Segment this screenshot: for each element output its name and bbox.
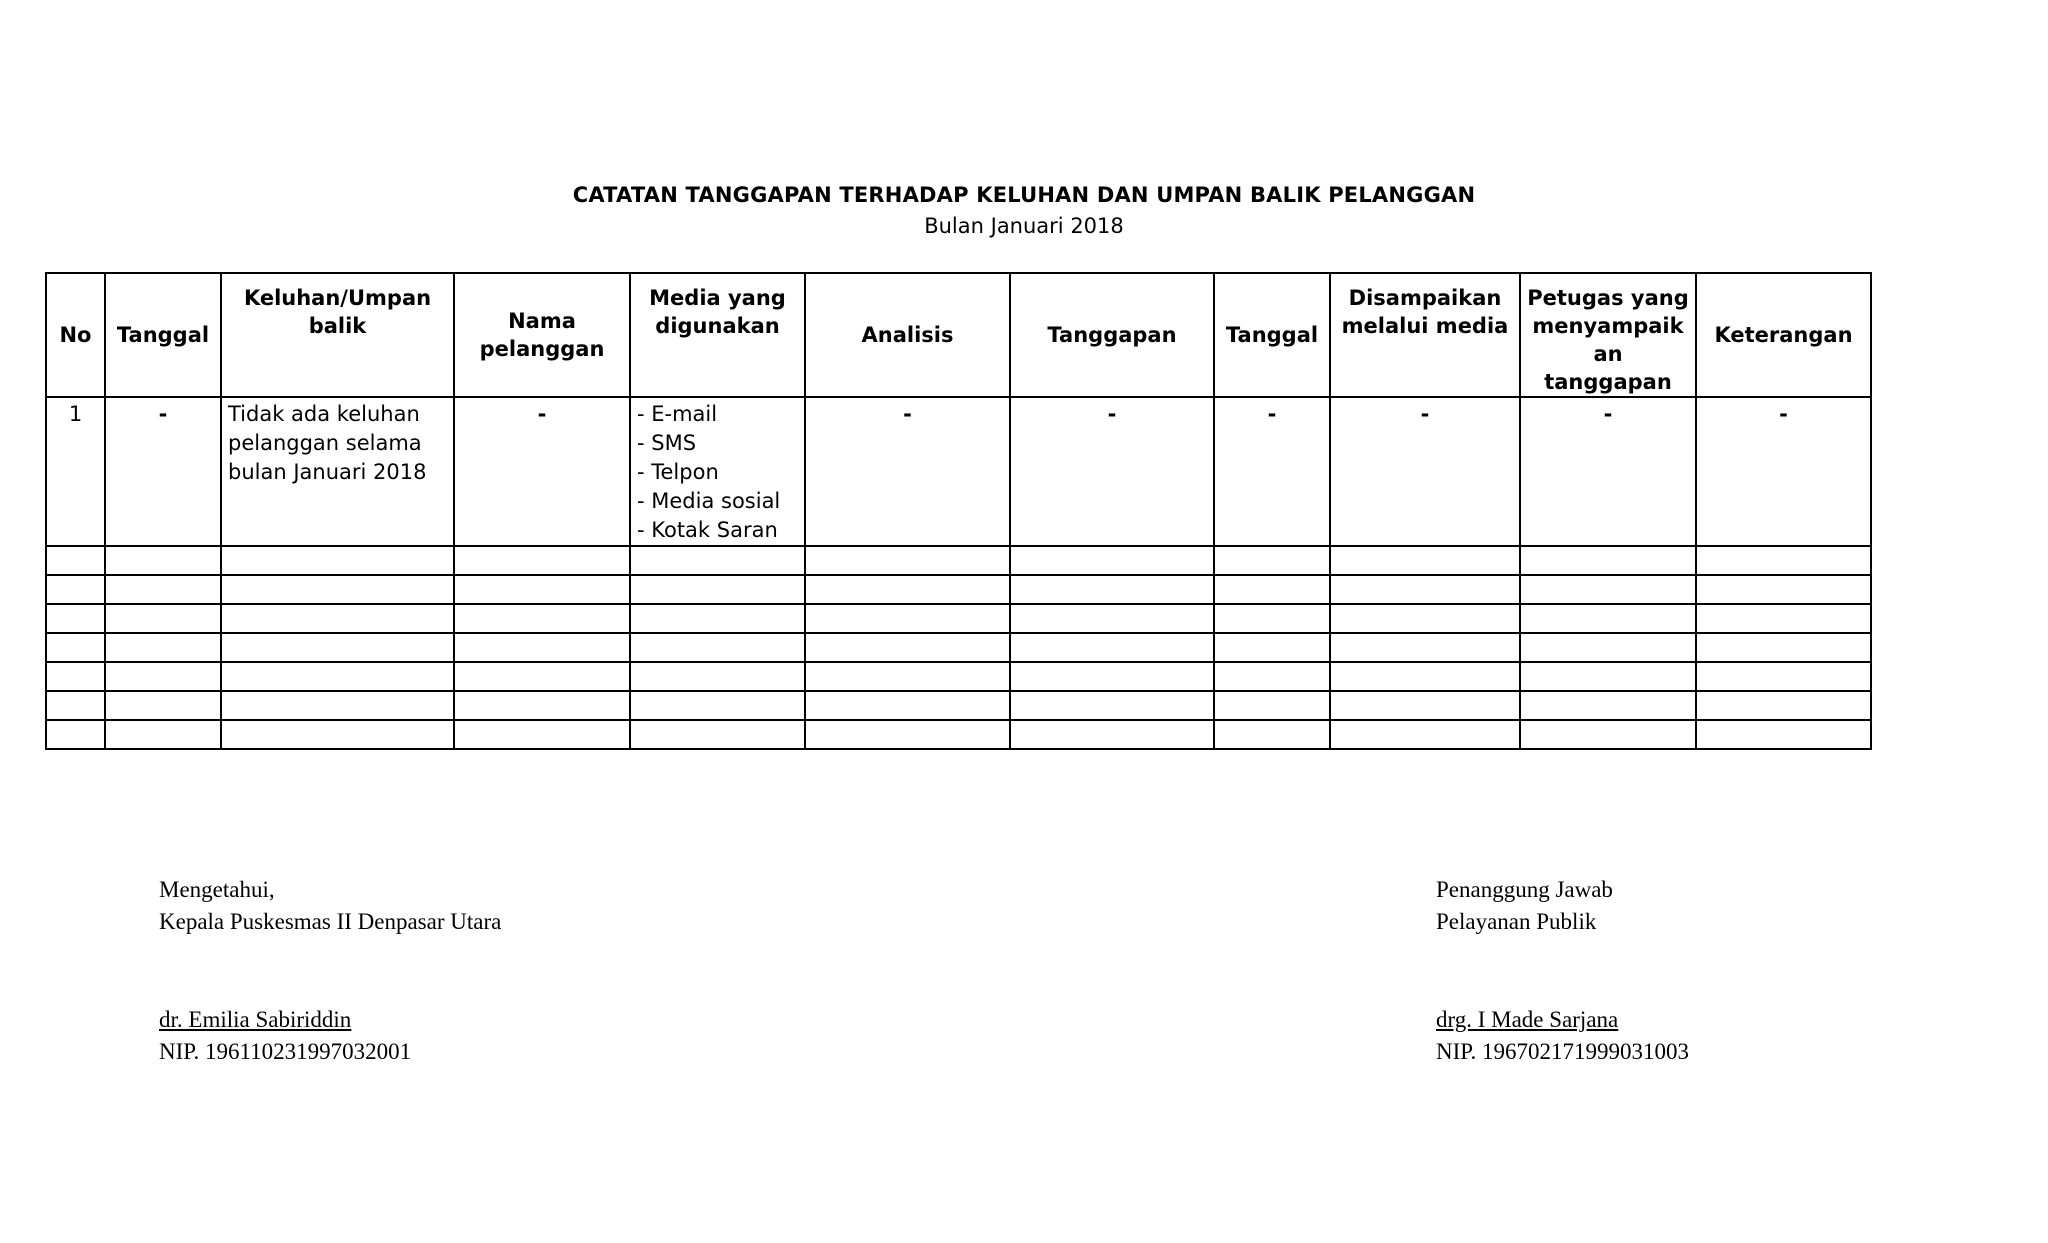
document-title: CATATAN TANGGAPAN TERHADAP KELUHAN DAN UMPAN BALIK PELANGGAN: [572, 183, 1476, 207]
table-row: [46, 397, 1871, 546]
header-keluhan: Keluhan/Umpan balik: [221, 273, 454, 397]
header-no: No: [46, 273, 105, 397]
cell-keluhan: Tidak ada keluhan pelanggan selama bulan Januari 2018: [221, 397, 454, 546]
header-media: Media yang digunakan: [630, 273, 805, 397]
sig-right-unit: Pelayanan Publik: [1436, 909, 1597, 934]
cell-no: 1: [46, 397, 105, 546]
cell-media: [630, 397, 805, 546]
empty-table-row: [46, 604, 1871, 633]
header-analisis: Analisis: [805, 273, 1010, 397]
complaint-log-table: [45, 272, 1872, 750]
empty-table-row: [46, 575, 1871, 604]
sig-left-name: dr. Emilia Sabiriddin: [159, 1007, 352, 1032]
signature-block-left: [159, 874, 501, 1068]
media-item: - E-mail: [637, 402, 718, 426]
header-tanggal: Tanggal: [105, 273, 221, 397]
empty-table-row: [46, 662, 1871, 691]
document-subtitle: Bulan Januari 2018: [924, 214, 1124, 238]
sig-right-role: Penanggung Jawab: [1436, 877, 1613, 902]
signature-block-right: [1436, 874, 1689, 1068]
header-keterangan: Keterangan: [1696, 273, 1871, 397]
empty-table-row: [46, 720, 1871, 749]
sig-right-nip: NIP. 196702171999031003: [1436, 1039, 1690, 1064]
empty-table-row: [46, 691, 1871, 720]
cell-keterangan: -: [1696, 397, 1871, 546]
sig-right-name: drg. I Made Sarjana: [1436, 1007, 1619, 1032]
header-disampaikan: Disampaikan melalui media: [1330, 273, 1520, 397]
sig-left-nip: NIP. 196110231997032001: [159, 1039, 412, 1064]
header-nama-pelanggan: Nama pelanggan: [454, 273, 630, 397]
empty-table-row: [46, 546, 1871, 575]
header-tanggapan: Tanggapan: [1010, 273, 1214, 397]
media-item: - SMS: [637, 431, 697, 455]
sig-left-acknowledged: Mengetahui,: [159, 877, 275, 902]
cell-disampaikan: -: [1330, 397, 1520, 546]
header-tanggal-2: Tanggal: [1214, 273, 1330, 397]
media-item: - Media sosial: [637, 489, 781, 513]
cell-tanggapan: -: [1010, 397, 1214, 546]
cell-analisis: -: [805, 397, 1010, 546]
empty-table-row: [46, 633, 1871, 662]
media-item: - Kotak Saran: [637, 518, 778, 542]
cell-petugas: -: [1520, 397, 1696, 546]
cell-tanggal-2: -: [1214, 397, 1330, 546]
cell-nama: -: [454, 397, 630, 546]
sig-left-position: Kepala Puskesmas II Denpasar Utara: [159, 909, 502, 934]
media-item: - Telpon: [637, 460, 719, 484]
table-header-row: [46, 273, 1871, 397]
header-petugas: Petugas yang menyampaik an tanggapan: [1520, 273, 1696, 397]
cell-tanggal: -: [105, 397, 221, 546]
